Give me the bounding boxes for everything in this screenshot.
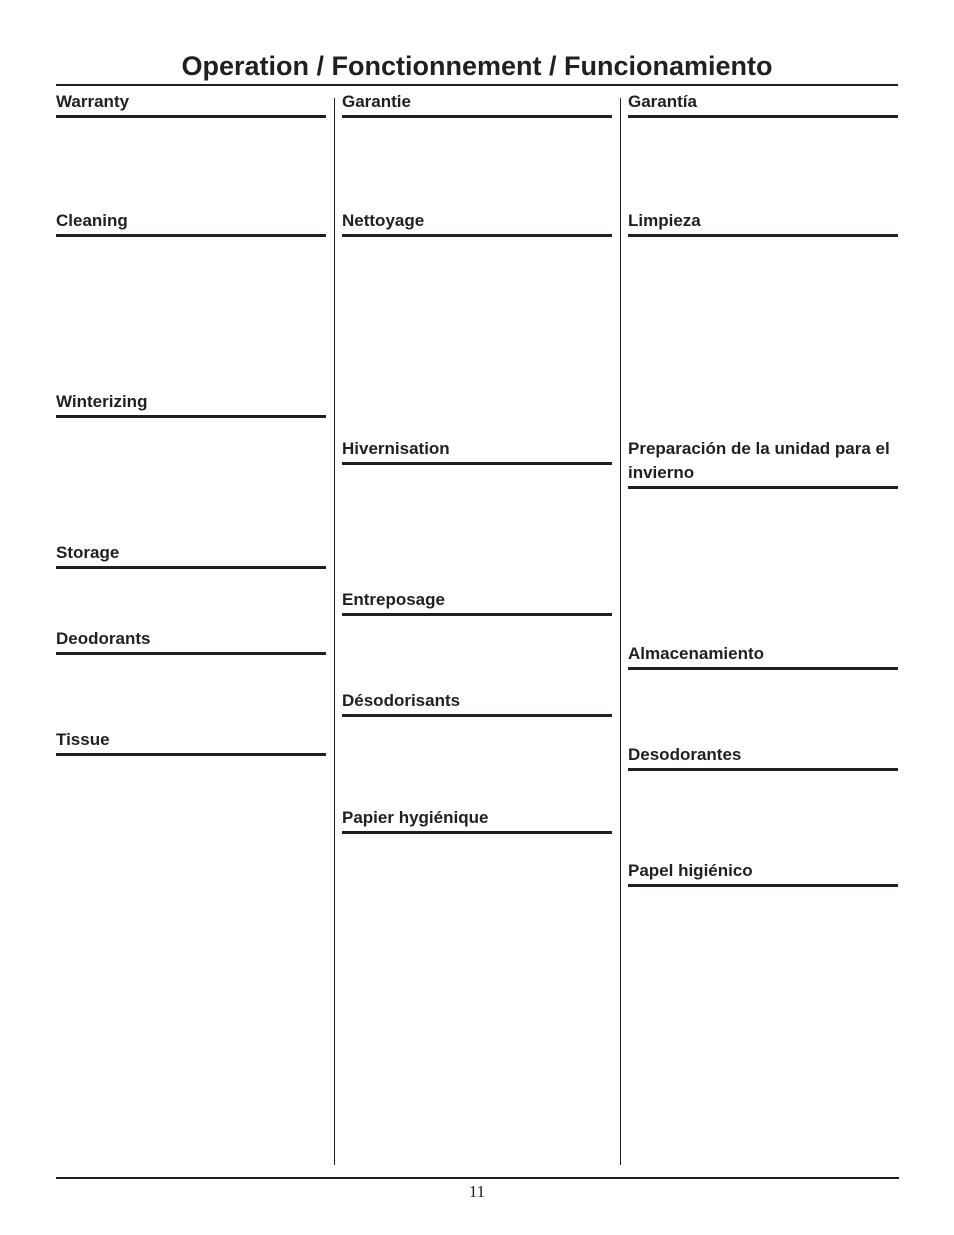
heading-storage-en: Storage [56,541,326,569]
heading-storage-es: Almacenamiento [628,642,898,670]
heading-tissue-fr: Papier hygiénique [342,806,612,834]
heading-warranty-es: Garantía [628,90,898,118]
heading-deodorants-es: Desodorantes [628,743,898,771]
heading-tissue-en: Tissue [56,728,326,756]
column-divider-right [620,98,621,1165]
heading-cleaning-es: Limpieza [628,209,898,237]
page-title: Operation / Fonctionnement / Funcionamiento [181,51,773,81]
heading-warranty-fr: Garantie [342,90,612,118]
page-number: 11 [468,1182,486,1201]
heading-winterizing-en: Winterizing [56,390,326,418]
heading-deodorants-en: Deodorants [56,627,326,655]
footer-rule [56,1177,899,1179]
heading-storage-fr: Entreposage [342,588,612,616]
heading-winterizing-fr: Hivernisation [342,437,612,465]
heading-deodorants-fr: Désodorisants [342,689,612,717]
heading-cleaning-fr: Nettoyage [342,209,612,237]
heading-tissue-es: Papel higiénico [628,859,898,887]
title-rule [56,84,898,86]
heading-warranty-en: Warranty [56,90,326,118]
column-divider-left [334,98,335,1165]
heading-winterizing-es: Preparación de la unidad para el invierno [628,437,898,489]
heading-cleaning-en: Cleaning [56,209,326,237]
